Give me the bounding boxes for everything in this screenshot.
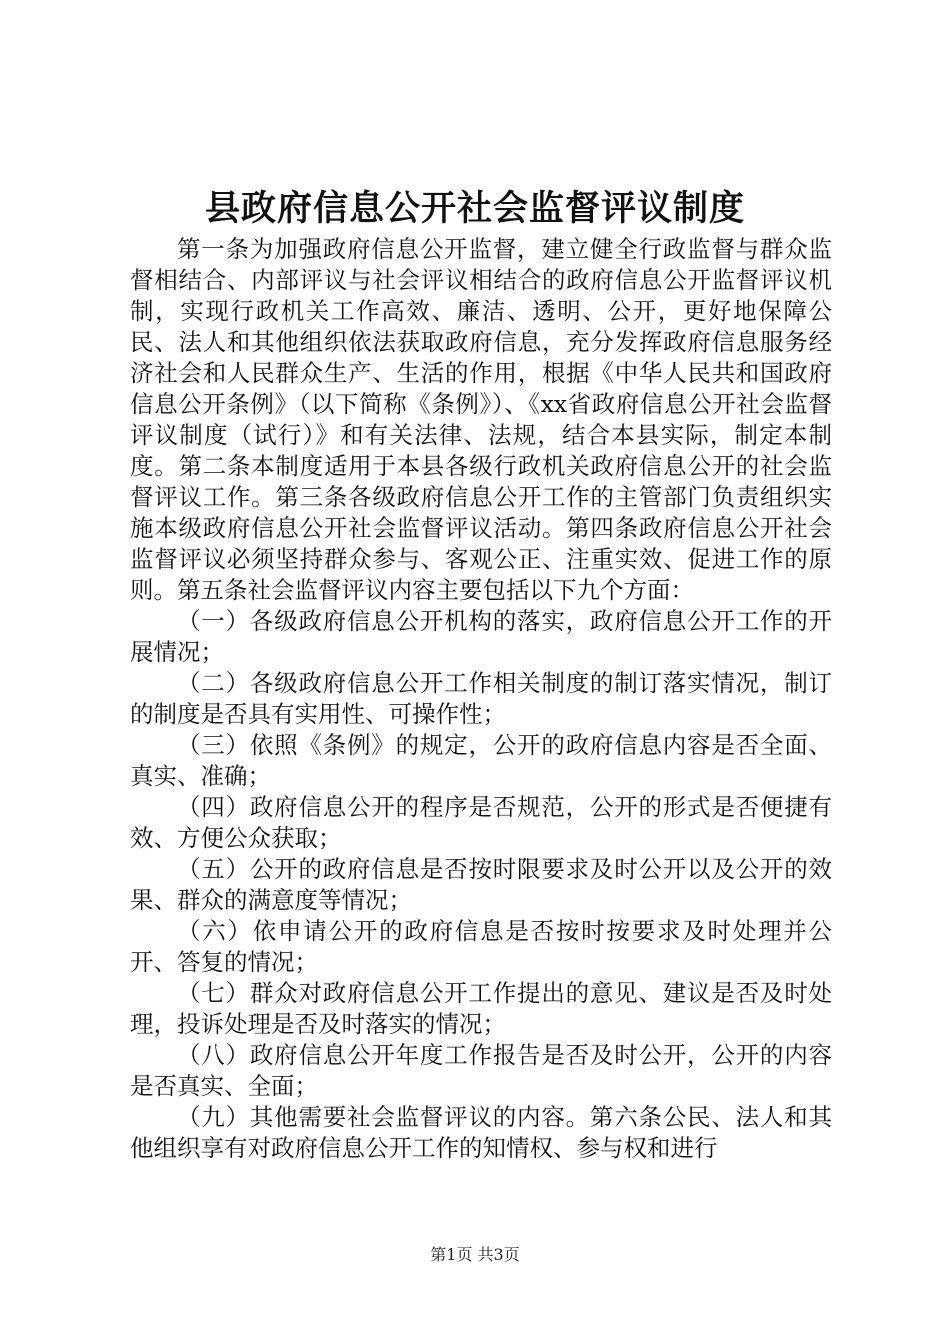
page-number-footer: 第1页 共3页: [430, 1245, 520, 1264]
paragraph: （四）政府信息公开的程序是否规范，公开的形式是否便捷有效、方便公众获取；: [130, 793, 832, 852]
paragraph: （七）群众对政府信息公开工作提出的意见、建议是否及时处理，投诉处理是否及时落实的情况；: [130, 979, 832, 1038]
paragraph: （九）其他需要社会监督评议的内容。第六条公民、法人和其他组织享有对政府信息公开工作的知情权、参与权和进行: [130, 1103, 832, 1162]
paragraph: （三）依照《条例》的规定，公开的政府信息内容是否全面、真实、准确；: [130, 731, 832, 790]
paragraph: （二）各级政府信息公开工作相关制度的制订落实情况，制订的制度是否具有实用性、可操作性；: [130, 669, 832, 728]
paragraph: 第一条为加强政府信息公开监督，建立健全行政监督与群众监督相结合、内部评议与社会评议相结合的政府信息公开监督评议机制，实现行政机关工作高效、廉洁、透明、公开，更好地保障公民、法人和其他组织依法获取政府信息，充分发挥政府信息服务经济社会和人民群众生产、生活的作用，根据《中华人民共和国政府信息公开条例》（以下简称《条例》）、《xx省政府信息公开社会监督评议制度（试行）》和有关法律、法规，结合本县实际，制定本制度。第二条本制度适用于本县各级行政机关政府信息公开的社会监督评议工作。第三条各级政府信息公开工作的主管部门负责组织实施本级政府信息公开社会监督评议活动。第四条政府信息公开社会监督评议必须坚持群众参与、客观公正、注重实效、促进工作的原则。第五条社会监督评议内容主要包括以下九个方面：: [130, 235, 832, 604]
document-title: 县政府信息公开社会监督评议制度: [204, 188, 745, 229]
paragraph: （五）公开的政府信息是否按时限要求及时公开以及公开的效果、群众的满意度等情况；: [130, 855, 832, 914]
paragraph: （八）政府信息公开年度工作报告是否及时公开，公开的内容是否真实、全面；: [130, 1041, 832, 1100]
paragraph: （六）依申请公开的政府信息是否按时按要求及时处理并公开、答复的情况；: [130, 917, 832, 976]
paragraph: （一）各级政府信息公开机构的落实，政府信息公开工作的开展情况；: [130, 607, 832, 666]
document-body: [130, 234, 832, 1164]
